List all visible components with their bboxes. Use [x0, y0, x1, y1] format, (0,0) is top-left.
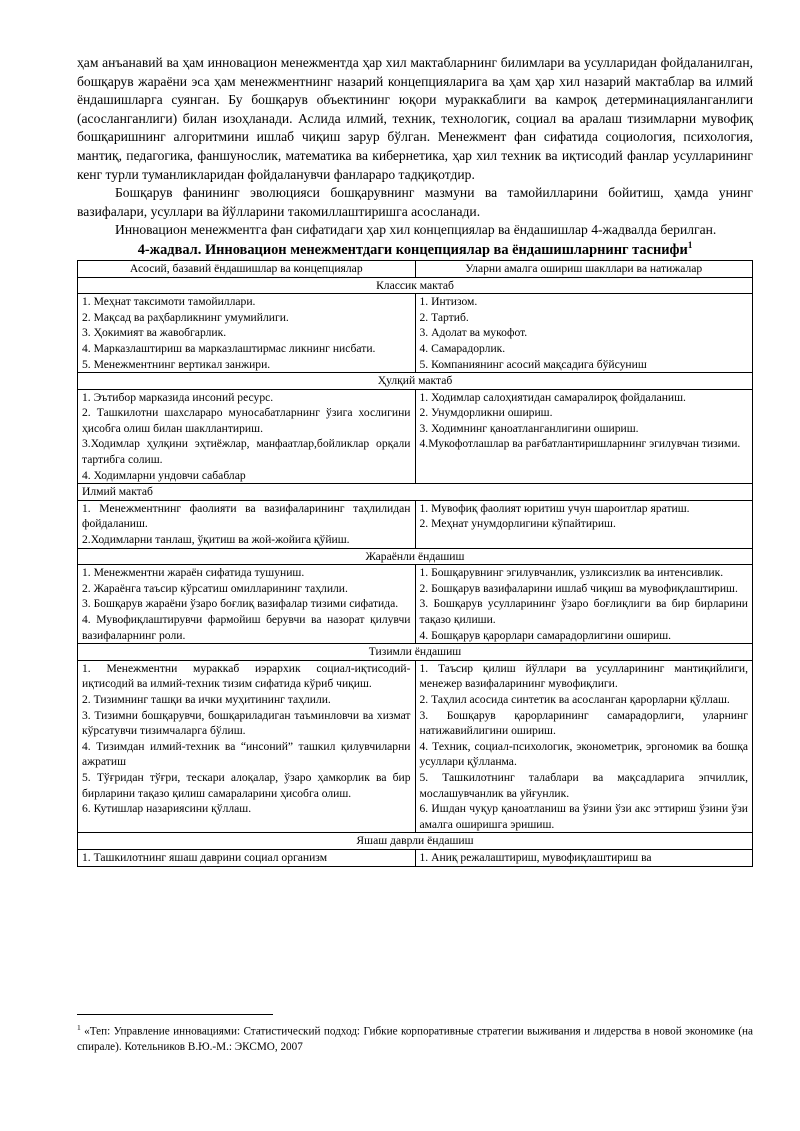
concepts-table: [77, 260, 753, 867]
approach-cell: [78, 294, 416, 373]
footnote-body: «Теп: Управление инновациями: Статистический подход: Гибкие корпоративные стратегии выживания и лидерства в новой экономике (на спирале). Котельников В.Ю.-М.: ЭКСМО, 2007: [77, 1025, 754, 1053]
section-row: [78, 373, 753, 390]
list-item: 1. Менежментни жараён сифатида тушуниш.: [82, 566, 305, 580]
col-header-results: Уларни амалга ошириш шакллари ва натижалар: [415, 260, 753, 277]
section-row: [78, 484, 753, 501]
list-item: 2. Таҳлил асосида синтетик ва асосланган қарорларни қўллаш.: [419, 692, 730, 706]
section-row: [78, 277, 753, 294]
list-item: 1. Бошқарувнинг эгилувчанлик, узликсизлик ва интенсивлик.: [419, 566, 724, 580]
approach-cell: [78, 500, 416, 548]
section-row: [78, 833, 753, 850]
list-item: 2. Жараёнга таъсир кўрсатиш омилларининг таҳлили.: [82, 581, 348, 595]
table-caption-text: 4-жадвал. Инновацион менежментдаги концепциялар ва ёндашишларнинг таснифи: [137, 241, 688, 258]
result-cell: [415, 294, 753, 373]
section-title: Классик мактаб: [78, 277, 753, 294]
list-item: 4. Марказлаштириш ва марказлаштирмас ликнинг нисбати.: [82, 341, 376, 355]
list-item: 4. Бошқарув қарорлари самарадорлигини ошириш.: [419, 628, 672, 642]
list-item: 1. Аниқ режалаштириш, мувофиқлаштириш ва: [419, 850, 652, 864]
section-title: Жараёнли ёндашиш: [78, 548, 753, 565]
list-item: 5. Менежментнинг вертикал занжири.: [82, 357, 271, 371]
list-item: 3. Бошқарув жараёни ўзаро боғлиқ вазифалар тизими сифатида.: [82, 597, 399, 611]
section-title: Яшаш даврли ёндашиш: [78, 833, 753, 850]
result-cell: [415, 565, 753, 644]
document-page: [77, 54, 753, 867]
list-item: 2.Ходимларни танлаш, ўқитиш ва жой-жойига қўйиш.: [82, 533, 350, 547]
list-item: 6. Кутишлар назариясини қўллаш.: [82, 802, 252, 816]
list-item: 5. Компаниянинг асосий мақсадига бўйсуниш: [419, 357, 647, 371]
col-header-approaches: Асосий, базавий ёндашишлар ва концепциялар: [78, 260, 416, 277]
body-paragraph-1: ҳам анъанавий ва ҳам инновацион менежментда ҳар хил мактабларнинг билимлари ва усулларидан фойдаланилган, бошқарув жараёни эса ҳам менежментнинг назарий концепцияларига ва ҳам ҳар хил назарий мактаблар ва илмий ёндашишларга суянган. Бу бошқарув объектининг юқори мураккаблиги ва камроқ детерминацияланганлиги (асосланганлиги) билан изоҳланади. Аслида илмий, техник, технологик, социал ва аралаш тизимларни мувофиқ бошқаришнинг алгоритмини ишлаб чиқиш зарур бўлган. Менежмент фан сифатида социология, психология, мантиқ, педагогика, фаншунослик, математика ва кибернетика, ҳар хил техник ва иқтисодий фанлар усулларининг кенг турли туманликларидан фойдаланувчи фанлараро тадқиқотдир.: [77, 55, 753, 182]
list-item: 5. Тўғридан тўғри, тескари алоқалар, ўзаро ҳамкорлик ва бир бирларини тақазо қилиш самараларини ҳисобга олиш.: [82, 770, 411, 800]
body-paragraph-2: Бошқарув фанининг эволюцияси бошқарувнинг мазмуни ва тамойилларини бойитиш, ҳамда унинг вазифалари, усуллари ва йўлларини такомиллаштиришга асосланади.: [77, 185, 753, 219]
table-header-row: [78, 260, 753, 277]
list-item: 3. Ҳокимият ва жавобгарлик.: [82, 326, 227, 340]
result-cell: [415, 500, 753, 548]
footnote: [77, 1014, 753, 1055]
list-item: 3. Бошқарув усулларининг ўзаро боғлиқлиги ва бир бирларини тақазо қилиши.: [419, 597, 748, 626]
list-item: 1. Менежментнинг фаолияти ва вазифаларининг таҳлилидан фойдаланиш.: [82, 501, 411, 531]
list-item: 1. Таъсир қилиш йўллари ва усулларининг мантиқийлиги, менежер вазифаларининг мувофиқлиги.: [419, 661, 748, 691]
list-item: 4.Мукофотлашлар ва рағбатлантиришларнинг эгилувчан тизими.: [419, 437, 741, 451]
footnote-rule: [77, 1014, 273, 1015]
list-item: 3. Ходимнинг қаноатланганлигини ошириш.: [419, 421, 639, 435]
list-item: 1. Интизом.: [419, 295, 478, 309]
table-row: [78, 389, 753, 484]
footnote-text: [77, 1020, 753, 1055]
table-row: [78, 500, 753, 548]
list-item: 1. Эътибор марказида инсоний ресурс.: [82, 390, 274, 404]
table-row: [78, 660, 753, 833]
list-item: 1. Мувофиқ фаолият юритиш учун шароитлар яратиш.: [419, 501, 690, 515]
approach-cell: [78, 389, 416, 484]
list-item: 1. Ташкилотнинг яшаш даврини социал организм: [82, 850, 328, 864]
section-row: [78, 644, 753, 661]
list-item: 3. Бошқарув қарорларининг самарадорлиги, уларнинг натижавийлигини ошириш.: [419, 708, 748, 738]
footnote-mark: 1: [77, 1023, 81, 1032]
body-paragraph-3: Инновацион менежментга фан сифатидаги ҳар хил концепциялар ва ёндашишлар 4-жадвалда берилган.: [115, 222, 717, 238]
list-item: 3.Ходимлар ҳулқини эҳтиёжлар, манфаатлар,бойликлар орқали тартибга солиш.: [82, 437, 411, 467]
list-item: 2. Бошқарув вазифаларини ишлаб чиқиш ва мувофиқлаштириш.: [419, 581, 738, 595]
list-item: 1. Меҳнат таксимоти тамойиллари.: [82, 295, 256, 309]
list-item: 4. Мувофиқлаштирувчи фармойиш берувчи ва назорат қилувчи вазифаларнинг роли.: [82, 613, 411, 642]
list-item: 1. Ходимлар салоҳиятидан самаралироқ фойдаланиш.: [419, 390, 686, 404]
table-row: [78, 294, 753, 373]
list-item: 1. Менежментни мураккаб иэрархик социал-иқтисодий-иқтисодий ва илмий-техник тизим сифатида кўриб чиқиш.: [82, 661, 411, 691]
list-item: 4. Техник, социал-психологик, эконометрик, эргономик ва бошқа усуллари қўлланма.: [419, 739, 748, 769]
list-item: 2. Меҳнат унумдорлигини кўпайтириш.: [419, 517, 616, 531]
section-row: [78, 548, 753, 565]
approach-cell: [78, 660, 416, 833]
approach-cell: [78, 849, 416, 866]
section-title: Тизимли ёндашиш: [78, 644, 753, 661]
result-cell: [415, 389, 753, 484]
list-item: 2. Тартиб.: [419, 310, 469, 324]
approach-cell: [78, 565, 416, 644]
list-item: 5. Ташкилотнинг талаблари ва мақсадларига эпчиллик, мослашувчанлик ва уйғунлик.: [419, 770, 748, 800]
list-item: 4. Тизимдан илмий-техник ва “инсоний” ташкил қилувчиларни ажратиш: [82, 739, 411, 769]
list-item: 2. Унумдорликни ошириш.: [419, 406, 553, 420]
list-item: 6. Ишдан чуқур қаноатланиш ва ўзини ўзи акс эттириш ўзини ўзи амалга оширишга эришиш.: [419, 802, 748, 831]
list-item: 2. Тизимнинг ташқи ва ички муҳитининг таҳлили.: [82, 692, 331, 706]
list-item: 4. Самарадорлик.: [419, 341, 506, 355]
list-item: 4. Ходимларни ундовчи сабаблар: [82, 468, 246, 482]
list-item: 2. Мақсад ва раҳбарликнинг умумийлиги.: [82, 310, 289, 324]
section-title: Илмий мактаб: [78, 484, 753, 501]
table-row: [78, 849, 753, 866]
list-item: 3. Адолат ва мукофот.: [419, 326, 528, 340]
list-item: 3. Тизимни бошқарувчи, бошқариладиган таъминловчи ва хизмат кўрсатувчи тизимчаларга бўлиш.: [82, 708, 411, 738]
section-title: Ҳулқий мактаб: [78, 373, 753, 390]
result-cell: [415, 849, 753, 866]
footnote-ref[interactable]: 1: [687, 240, 693, 251]
list-item: 2. Ташкилотни шахслараро муносабатларнинг ўзига хослигини ҳисобга олиш билан шакллантириш.: [82, 406, 411, 435]
table-row: [78, 565, 753, 644]
table-caption: [77, 241, 753, 260]
result-cell: [415, 660, 753, 833]
